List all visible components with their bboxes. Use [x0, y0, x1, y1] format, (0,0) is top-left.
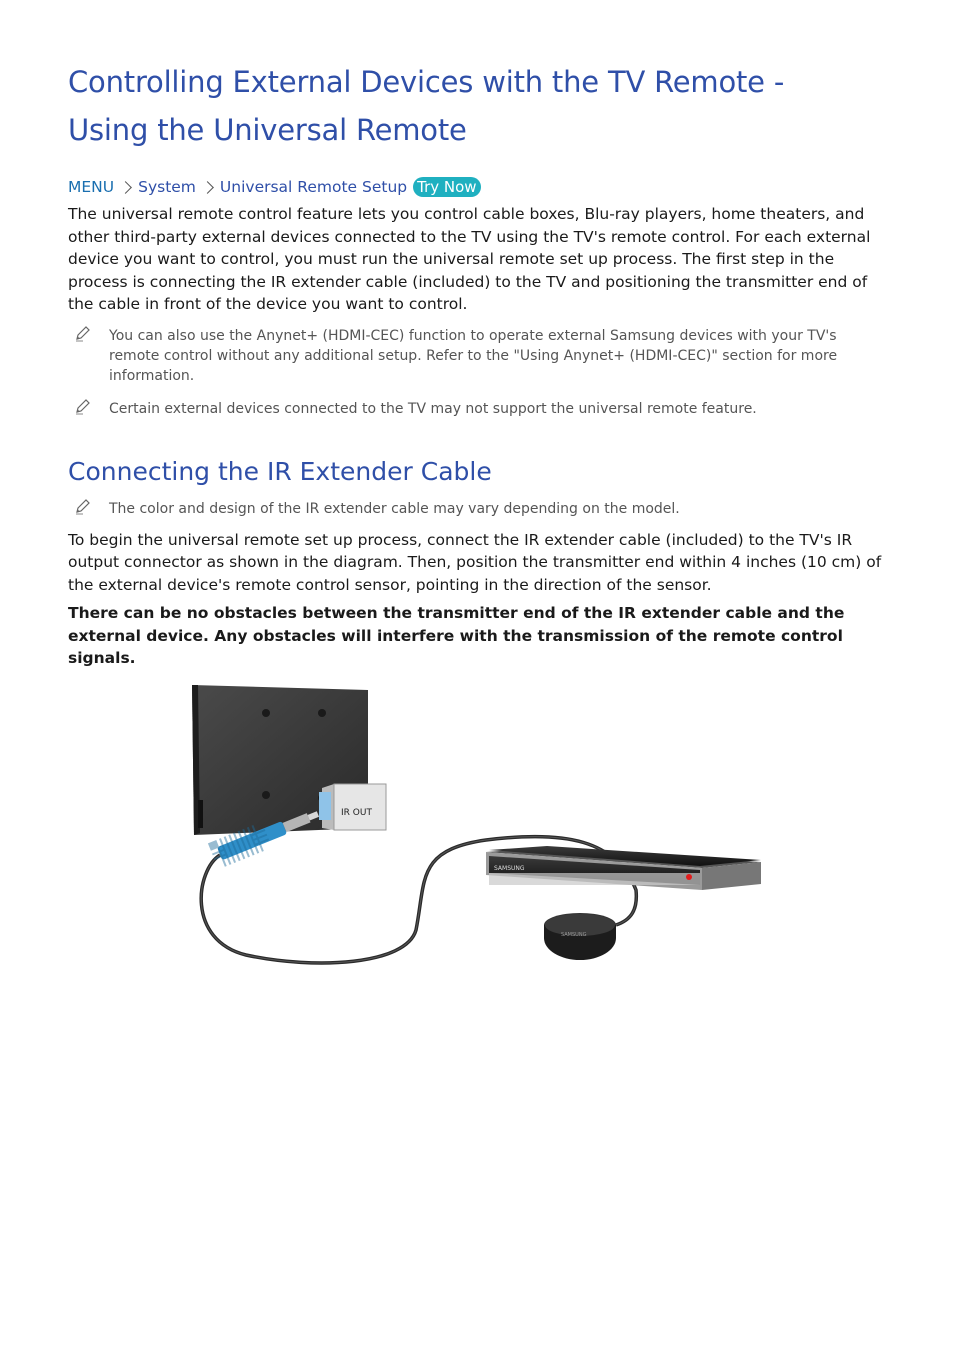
page-title-line1: Controlling External Devices with the TV Remote - [68, 65, 785, 99]
warning-paragraph: There can be no obstacles between the transmitter end of the IR extender cable and the external device. Any obstacles will interfere with the transmission of the remote control signals. [68, 604, 845, 667]
page-content [68, 58, 883, 670]
pencil-icon [68, 399, 109, 417]
page-title [68, 58, 883, 154]
chevron-right-icon [201, 181, 214, 194]
chevron-right-icon [119, 181, 132, 194]
pencil-icon [68, 499, 109, 517]
section-title: Connecting the IR Extender Cable [68, 456, 492, 486]
breadcrumb [68, 176, 883, 198]
ir-extender-diagram [186, 680, 766, 970]
note-anynet [68, 326, 883, 386]
note-text: The color and design of the IR extender cable may vary depending on the model. [109, 500, 680, 517]
ir-out-port [319, 784, 386, 830]
diagram-svg [186, 680, 766, 970]
breadcrumb-system[interactable]: System [138, 178, 196, 196]
pencil-icon [68, 326, 109, 344]
ir-transmitter [544, 913, 616, 960]
intro-paragraph: The universal remote control feature lets you control cable boxes, Blu-ray players, home theaters, and other third-party external devices connected to the TV using the TV's remote control. For each external device you want to control, you must run the universal remote set up process. The first step in the process is connecting the IR extender cable (included) to the TV and positioning the transmitter end of the cable in front of the device you want to control. [68, 205, 871, 313]
note-support [68, 399, 883, 419]
port-label: IR OUT [341, 808, 372, 818]
note-text: You can also use the Anynet+ (HDMI-CEC) function to operate external Samsung devices with your TV's remote control without any additional setup. Refer to the "Using Anynet+ (HDMI-CEC)" section for more information. [109, 327, 838, 384]
breadcrumb-universal-remote-setup[interactable]: Universal Remote Setup [219, 178, 408, 196]
box-brand: SAMSUNG [494, 865, 525, 872]
note-cable-design [68, 499, 883, 519]
page-title-line2: Using the Universal Remote [68, 113, 467, 147]
set-top-box [486, 846, 761, 890]
section-paragraph: To begin the universal remote set up process, connect the IR extender cable (included) to the TV's IR output connector as shown in the diagram. Then, position the transmitter end within 4 inches (10 cm) of the external device's remote control sensor, pointing in the direction of the sensor. [68, 530, 882, 594]
puck-brand: SAMSUNG [561, 932, 587, 938]
breadcrumb-menu[interactable]: MENU [68, 178, 115, 196]
try-now-button[interactable]: Try Now [413, 177, 480, 197]
note-text: Certain external devices connected to the TV may not support the universal remote feature. [109, 400, 757, 417]
